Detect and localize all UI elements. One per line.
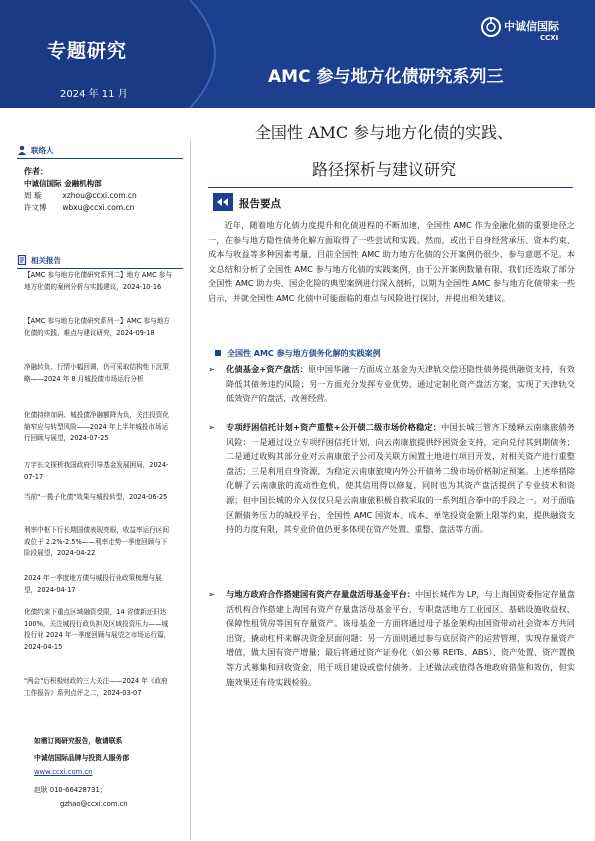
document-icon: [17, 255, 27, 265]
bullet-lead: 与地方政府合作搭建国有资产存量盘活母基金平台：: [226, 589, 415, 599]
related-report-item[interactable]: 2024 年一季度地方债与城投行业政策梳理与展望，2024-04-17: [24, 574, 162, 594]
related-report-item[interactable]: 化债持续加码、城投债净融额降为负，关注投资化缩窄应与转型风险——2024 年上半年城投市场运行回顾与展望，2024-07-25: [24, 411, 170, 442]
related-report-item[interactable]: 利率中枢下行长期国债表现亮眼，收益率运行区间或位于 2.2%-2.5%——利率走势一季度回顾与下阶段展望，2024-04-22: [24, 526, 170, 557]
website-link[interactable]: www.ccxi.com.cn: [34, 768, 93, 776]
report-header: [0, 0, 595, 108]
person-icon: [17, 145, 27, 155]
square-bullet-icon: [215, 350, 221, 356]
author-name: 许文博: [24, 203, 47, 212]
series-title: AMC 参与地方化债研究系列三: [268, 67, 504, 87]
header-decorative-curve: [150, 0, 290, 108]
related-report-item[interactable]: 化债约束下重点区域融资受限，14 省债新还旧达 100%，关注城投行政负担及区域投资压力——城投行业 2024 年一季度回顾与展望之市场运行篇，2024-04-15: [24, 608, 171, 651]
contact-email[interactable]: gzhao@ccxi.com.cn: [60, 800, 128, 808]
subscribe-note: 如需订阅研究报告，敬请联系: [34, 737, 123, 745]
report-title-line1: 全国性 AMC 参与地方化债的实践、: [254, 123, 514, 142]
logo-name: 中诚信国际: [504, 20, 559, 33]
case-bullet: [208, 587, 575, 689]
logo-sub: CCXI: [540, 34, 559, 42]
report-date: 2024 年 11 月: [60, 89, 128, 100]
related-report-item[interactable]: 净融转负、行情小幅回调，仍可采取结构性下沉策略——2024 年 8 月城投债市场运行分析: [24, 363, 170, 383]
report-title-line2: 路径探析与建议研究: [311, 160, 456, 179]
bullet-text: 中国长城作为 LP，与上海国资委指定存量盘活机构合作搭建上海国有资产存量盘活母基金平台，专职盘活地方工业园区、基础设施收益权、保障性租赁房等国有存量资产。该母基金一方面将通过母子基金架构由国资带动社会资本方共同出资，撬动杠杆来解决资金层面问题；另一方面则通过参与底层资产的运营管理，实现存量资产增值，做大国有资产增量；最后将通过资产证券化（如公募 REITs、ABS）、资产处置、资产置换等方式募集和回收资金，用于项目建设或偿付债务。上述做法或值得各地政府借鉴和效仿，但实施效果还有待实践检验。: [226, 589, 575, 687]
intro-paragraph: 近年，随着地方化债力度提升和化债进程的不断加速，全国性 AMC 作为金融化债的重要途径之一，在参与地方隐性债务化解方面取得了一些尝试和实践。然而，或出于自身经营承压、资本约束、成本与收益等多种因素考量，目前全国性 AMC 助力地方化债的公开案例仍很少，参与意愿不足。本文总结和分析了全国性 AMC 参与地方化债的实践案例，由于公开案例数量有限，我们还选取了部分全国性 AMC 助力央、国企化险的典型案例进行深入剖析，以期为全国性 AMC 参与地方化债带来一些启示，并就全国性 AMC 化债中可能面临的难点与风险进行探讨，并提出相关建议。: [208, 220, 575, 303]
related-heading-label: 相关报告: [31, 255, 61, 265]
contacts-rule: [17, 158, 183, 159]
author-name: 周 璇: [24, 191, 42, 200]
author-org: 中诚信国际 金融机构部: [24, 179, 102, 188]
bullet-text: 中国长城三管齐下缓释云南康旅债务风险：一是通过设立专项纾困信托计划，向云南康旅提供纾困资金支持，定向兑付其到期债务；二是通过收购其部分业对云南康旅子公司及关联方闲置土地进行项目开发，对相关资产进行重整盘活；三是利用自身资源，为稳定云南康旅境内外公开债务二级市场价格制定预案。上述举措除化解了云南康旅的流动性危机，使其信用得以修复，同时也为其资产盘活提供了专业技术和资源；但中国长城的介入仅仅只是云南康旅积极自救采取的一系列组合拳中的手段之一。对于面临区额债务压力的城投平台，全国性 AMC 国资本、成本、单笔投资金额上限等约束，提供融资支持的力度有限，其专业价值仍更多体现在资产处置、重整、盘活等方面。: [226, 422, 575, 535]
related-rule: [17, 268, 183, 269]
related-report-item[interactable]: 万字长文探析我国政府引导基金发展困局，2024-07-17: [24, 461, 169, 481]
case-bullet: [208, 420, 575, 537]
service-dept: 中诚信国际品牌与投资人服务部: [34, 754, 130, 762]
related-heading: [17, 253, 61, 267]
arrow-bullet-icon: ➢: [208, 364, 215, 374]
bullet-lead: 专项纾困信托计划+资产重整+公开债二级市场价格稳定：: [226, 422, 442, 432]
ccxi-logo-icon: [480, 16, 502, 38]
report-type-label: 专题研究: [47, 40, 128, 62]
contacts-heading-label: 联络人: [31, 145, 54, 155]
arrow-bullet-icon: ➢: [208, 422, 215, 432]
ccxi-logo: [480, 12, 585, 46]
title-divider: [208, 187, 573, 188]
section-subheading-label: 全国性 AMC 参与地方债务化解的实践案例: [227, 349, 381, 358]
author-email[interactable]: xzhou@ccxi.com.cn: [62, 191, 137, 200]
contact-phone: 赵耿 010-66428731；: [34, 786, 107, 794]
author-email[interactable]: wbxu@ccxi.com.cn: [62, 203, 135, 212]
related-report-item[interactable]: 当前"一揽子化债"效果与城投转型，2024-06-25: [24, 493, 168, 501]
section-subheading: [215, 348, 381, 359]
column-divider: [190, 140, 191, 840]
case-bullet: [208, 362, 575, 406]
bullet-lead: 化债基金+资产盘活：: [226, 364, 309, 374]
related-report-item[interactable]: "两会"后积极财政的三大关注——2024 年《政府工作报告》系列点评之二，2024-03-07: [24, 677, 168, 697]
contacts-heading: [17, 143, 54, 157]
arrow-bullet-icon: ➢: [208, 589, 215, 599]
author-label: 作者：: [24, 167, 48, 176]
author-row: [24, 202, 134, 213]
bullet-text: 原中国华融一方面成立基金为天津轨交偿还隐性债务提供融资支持，有效降低其债务违约风险；另一方面充分发挥专业优势，通过定制化资产盘活方案，实现了天津轨交低效资产的盘活，改善经营。: [226, 364, 575, 404]
key-points-label: 报告要点: [239, 198, 281, 210]
key-points-heading: [213, 193, 575, 213]
related-report-item[interactable]: 【AMC 参与地方化债研究系列二】地方 AMC 参与地方化债的案例分析与实践建议，2024-10-16: [24, 271, 172, 291]
related-report-item[interactable]: 【AMC 参与地方化债研究系列一】AMC 参与地方化债的实践、难点与建议研究，2024-09-18: [24, 317, 170, 337]
author-row: [24, 190, 137, 201]
key-points-icon: [213, 193, 233, 211]
